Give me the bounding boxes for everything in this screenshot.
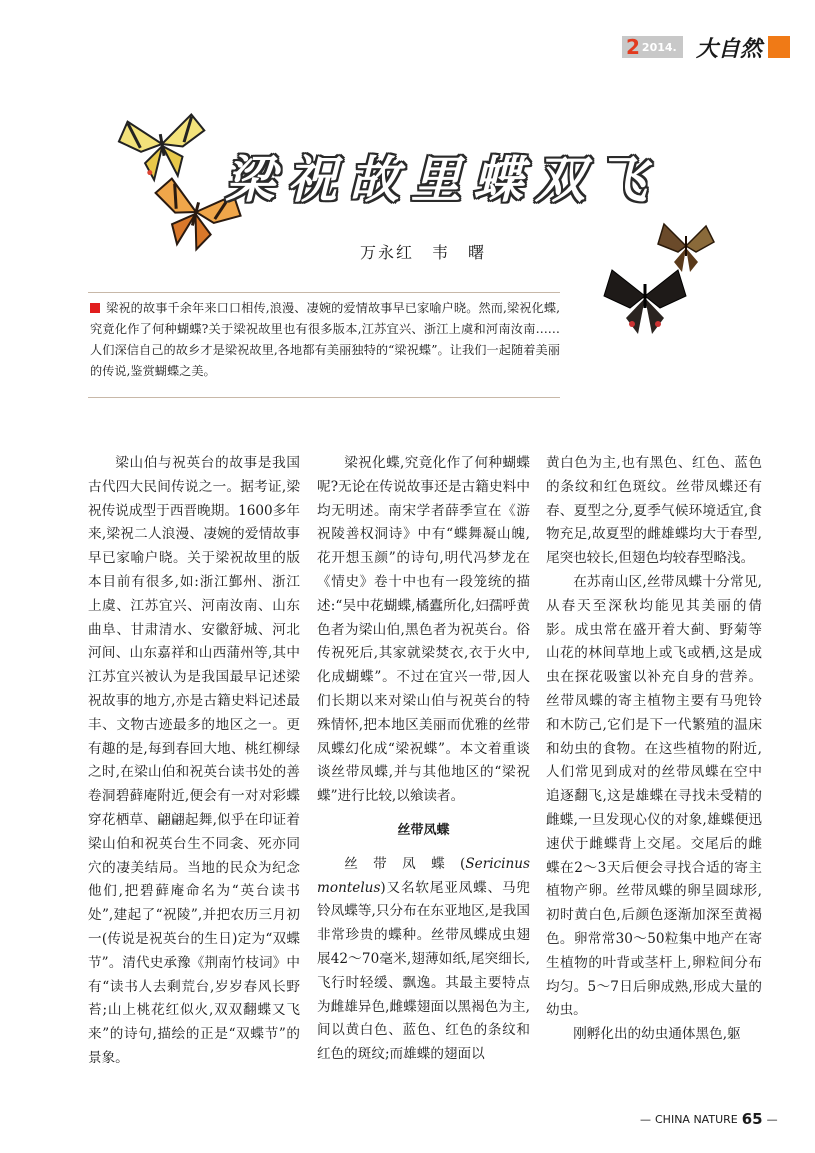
paragraph: 刚孵化出的幼虫通体黑色,躯 xyxy=(573,1026,741,1043)
species-latin-name: Sericinus montelus xyxy=(317,855,530,896)
species-common-name: 丝带凤蝶( xyxy=(344,855,466,872)
abstract-text: 梁祝的故事千余年来口口相传,浪漫、凄婉的爱情故事早已家喻户晓。然而,梁祝化蝶,究竟化作了何种蝴蝶?关于梁祝故里也有很多版本,江苏宜兴、浙江上虞和河南汝南……人们深信自己的故乡才是梁祝故里,各地都有美丽独特的“梁祝蝶”。让我们一起随着美丽的传说,鉴赏蝴蝶之美。 xyxy=(90,301,560,378)
abstract-marker xyxy=(90,303,100,313)
footer-dash: — xyxy=(640,1112,651,1126)
page-footer xyxy=(640,1110,778,1128)
abstract xyxy=(90,298,560,382)
paragraph: 梁祝化蝶,究竟化作了何种蝴蝶呢?无论在传说故事还是古籍史料中均无明述。南宋学者薛季宣在《游祝陵善权洞诗》中有“蝶舞凝山魄,花开想玉颜”的诗句,明代冯梦龙在《情史》卷十中也有一段笼统的描述:“吴中花蝴蝶,橘蠹所化,妇孺呼黄色者为梁山伯,黑色者为祝英台。俗传祝死后,其家就梁焚衣,衣于火中,化成蝴蝶”。不过在宜兴一带,因人们长期以来对梁山伯与祝英台的特殊情怀,把本地区美丽而优雅的丝带凤蝶幻化成“梁祝蝶”。本文着重谈谈丝带凤蝶,并与其他地区的“梁祝蝶”进行比较,以飨读者。 xyxy=(317,455,530,805)
section-heading: 丝带凤蝶 xyxy=(397,822,450,838)
abstract-bottom-rule xyxy=(88,397,560,398)
magazine-title: 大自然 xyxy=(696,36,763,62)
article-title: 梁祝故里蝶双飞 xyxy=(225,150,659,209)
paragraph: 梁山伯与祝英台的故事是我国古代四大民间传说之一。据考证,梁祝传说成型于西晋晚期。1600多年来,梁祝二人浪漫、凄婉的爱情故事早已家喻户晓。关于梁祝故里的版本目前有很多,如:浙江鄞州、浙江上虞、江苏宜兴、河南汝南、山东曲阜、甘肃清水、安徽舒城、河北河间、山东嘉祥和山西蒲州等,其中江苏宜兴被认为是我国最早记述梁祝故事的地方,亦是古籍史料记述最丰、文物古迹最多的地区之一。更有趣的是,每到春回大地、桃红柳绿之时,在梁山伯和祝英台读书处的善卷洞碧藓庵附近,便会有一对对彩蝶穿花栖草、翩翩起舞,似乎在印证着梁山伯和祝英台生不同衾、死亦同穴的凄美结局。当地的民众为纪念他们,把碧藓庵命名为“英台读书处”,建起了“祝陵”,并把农历三月初一(传说是祝英台的生日)定为“双蝶节”。清代史承豫《荆南竹枝词》中有“读书人去剩荒台,岁岁春风长野苔;山上桃花红似火,双双翻蝶又飞来”的诗句,描绘的正是“双蝶节”的景象。 xyxy=(88,455,300,1066)
paragraph: 在苏南山区,丝带凤蝶十分常见,从春天至深秋均能见其美丽的倩影。成虫常在盛开着大蓟、野菊等山花的林间草地上或飞或栖,这是成虫在探花吸蜜以补充自身的营养。丝带凤蝶的寄主植物主要有马兜铃和木防己,它们是下一代繁殖的温床和幼虫的食物。在这些植物的附近,人们常见到成对的丝带凤蝶在空中追逐翻飞,这是雄蝶在寻找未受精的雌蝶,一旦发现心仪的对象,雄蝶便迅速伏于雌蝶背上交尾。交尾后的雌蝶在2～3天后便会寻找合适的寄主植物产卵。丝带凤蝶的卵呈圆球形,初时黄白色,后颜色逐渐加深至黄褐色。卵常常30～50粒集中地产在寄生植物的叶背或茎杆上,卵粒间分布均匀。5～7日后卵成熟,形成大量的幼虫。 xyxy=(546,573,762,1019)
issue-badge xyxy=(622,36,683,58)
footer-dash: — xyxy=(766,1112,778,1126)
black-butterfly-icon xyxy=(602,262,688,336)
header-accent-square xyxy=(768,36,790,58)
abstract-top-rule xyxy=(88,292,560,293)
body-column-1 xyxy=(88,452,300,1071)
magazine-english-name: CHINA NATURE xyxy=(655,1112,738,1126)
authors: 万永红 韦 曙 xyxy=(360,243,487,262)
body-column-2 xyxy=(317,452,530,1067)
paragraph xyxy=(317,853,530,1067)
issue-number: 2 xyxy=(626,35,640,59)
species-description: )又名软尾亚凤蝶、马兜铃凤蝶等,只分布在东亚地区,是我国非常珍贵的蝶种。丝带凤蝶成虫翅展42～70毫米,翅薄如纸,尾突细长,飞行时轻缓、飘逸。其最主要特点为雌雄异色,雌蝶翅面以黑褐色为主,间以黄白色、蓝色、红色的条纹和红色的斑纹;而雄蝶的翅面以 xyxy=(317,879,530,1063)
page-number: 65 xyxy=(741,1110,763,1128)
paragraph: 黄白色为主,也有黑色、红色、蓝色的条纹和红色斑纹。丝带凤蝶还有春、夏型之分,夏季气候环境适宜,食物充足,故夏型的雌雄蝶均大于春型,尾突也较长,但翅色均较春型略浅。 xyxy=(546,455,762,567)
body-column-3 xyxy=(546,452,762,1047)
issue-year: 2014. xyxy=(641,40,677,54)
